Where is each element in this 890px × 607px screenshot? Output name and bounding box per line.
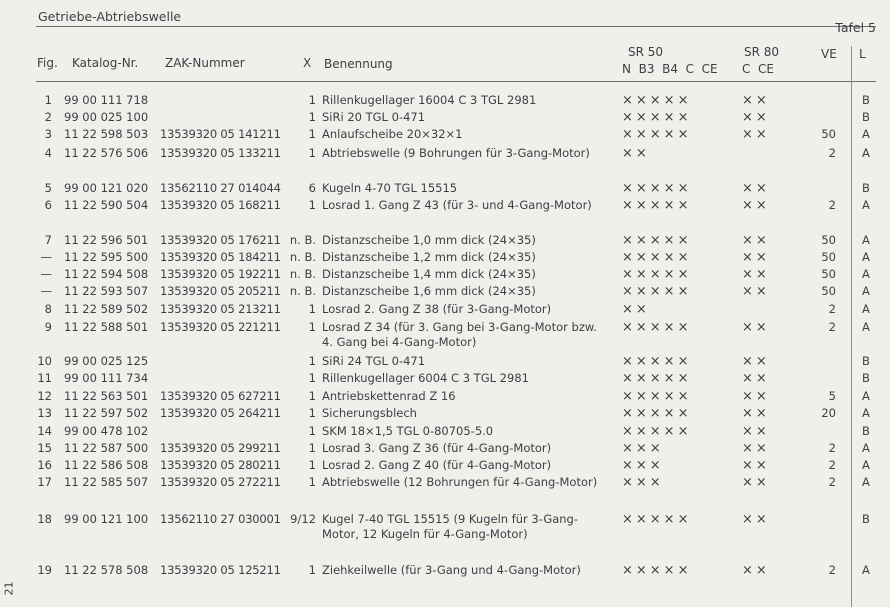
header-sr80: SR 80 [744, 45, 780, 59]
row-l: B [862, 371, 870, 385]
row-zak-nummer: 13539320 05 133211 [160, 146, 281, 160]
row-benennung: Ziehkeilwelle (für 3-Gang und 4-Gang-Motor) [322, 563, 581, 577]
row-fig: 19 [37, 563, 52, 577]
row-fig: 16 [37, 458, 52, 472]
row-sr50-marks: ×× [622, 302, 650, 317]
row-sr50-marks: ××××× [622, 563, 692, 578]
header-ve: VE [821, 47, 837, 61]
row-ve: 50 [821, 127, 836, 141]
row-quantity: n. B. [289, 233, 316, 247]
row-benennung: Anlaufscheibe 20×32×1 [322, 127, 463, 141]
row-ve: 20 [821, 406, 836, 420]
row-fig: 11 [37, 371, 52, 385]
row-ve: 50 [821, 250, 836, 264]
row-zak-nummer: 13539320 05 627211 [160, 389, 281, 403]
row-quantity: 1 [308, 424, 316, 438]
row-zak-nummer: 13539320 05 168211 [160, 198, 281, 212]
row-sr50-marks: ××××× [622, 354, 692, 369]
plate-label: Tafel 5 [835, 20, 876, 35]
row-sr80-marks: ×× [742, 284, 770, 299]
row-benennung: SiRi 24 TGL 0-471 [322, 354, 426, 368]
row-ve: 2 [828, 302, 836, 316]
row-sr80-marks: ×× [742, 475, 770, 490]
row-ve: 50 [821, 267, 836, 281]
row-zak-nummer: 13539320 05 299211 [160, 441, 281, 455]
row-zak-nummer: 13562110 27 014044 [160, 181, 281, 195]
row-fig: — [40, 267, 52, 281]
row-quantity: 1 [308, 93, 316, 107]
row-l: A [862, 267, 870, 281]
row-l: A [862, 198, 870, 212]
row-katalog-nr: 99 00 111 734 [64, 371, 149, 385]
row-fig: 8 [44, 302, 52, 316]
row-katalog-nr: 11 22 587 500 [64, 441, 149, 455]
row-sr50-marks: ××××× [622, 389, 692, 404]
row-benennung: Distanzscheibe 1,6 mm dick (24×35) [322, 284, 536, 298]
row-sr50-marks: ××× [622, 458, 664, 473]
row-benennung: Losrad 2. Gang Z 38 (für 3-Gang-Motor) [322, 302, 552, 316]
row-fig: 2 [44, 110, 52, 124]
row-ve: 2 [828, 146, 836, 160]
page-number: 21 [2, 581, 16, 596]
row-zak-nummer: 13539320 05 125211 [160, 563, 281, 577]
row-quantity: 1 [308, 198, 316, 212]
row-ve: 2 [828, 563, 836, 577]
row-ve: 2 [828, 198, 836, 212]
row-benennung: Losrad 2. Gang Z 40 (für 4-Gang-Motor) [322, 458, 552, 472]
row-fig: — [40, 250, 52, 264]
row-l: B [862, 181, 870, 195]
row-katalog-nr: 11 22 594 508 [64, 267, 149, 281]
row-benennung: Sicherungsblech [322, 406, 417, 420]
row-sr80-marks: ×× [742, 233, 770, 248]
row-ve: 5 [828, 389, 836, 403]
row-l: A [862, 441, 870, 455]
row-quantity: 1 [308, 563, 316, 577]
row-l: A [862, 302, 870, 316]
row-ve: 2 [828, 441, 836, 455]
row-katalog-nr: 11 22 585 507 [64, 475, 149, 489]
row-sr50-marks: ××××× [622, 127, 692, 142]
row-l: A [862, 563, 870, 577]
row-zak-nummer: 13539320 05 213211 [160, 302, 281, 316]
row-sr80-marks: ×× [742, 563, 770, 578]
row-l: A [862, 320, 870, 334]
row-quantity: 1 [308, 371, 316, 385]
row-benennung: SKM 18×1,5 TGL 0-80705-5.0 [322, 424, 494, 438]
row-sr80-marks: ×× [742, 181, 770, 196]
row-katalog-nr: 99 00 121 100 [64, 512, 149, 526]
row-benennung: Kugel 7-40 TGL 15515 (9 Kugeln für 3-Gang-Motor, 12 Kugeln für 4-Gang-Motor) [322, 512, 579, 541]
header-sr50-variants: N B3 B4 C CE [622, 62, 718, 76]
row-l: B [862, 93, 870, 107]
row-sr50-marks: ××××× [622, 250, 692, 265]
row-l: A [862, 127, 870, 141]
row-fig: 10 [37, 354, 52, 368]
row-katalog-nr: 11 22 590 504 [64, 198, 149, 212]
row-sr80-marks: ×× [742, 441, 770, 456]
row-sr50-marks: ××××× [622, 198, 692, 213]
row-sr50-marks: ××××× [622, 181, 692, 196]
row-zak-nummer: 13539320 05 141211 [160, 127, 281, 141]
row-l: B [862, 110, 870, 124]
header-sr50: SR 50 [628, 45, 664, 59]
row-quantity: 6 [308, 181, 316, 195]
header-sr80-variants: C CE [742, 62, 774, 76]
row-benennung: Losrad 1. Gang Z 43 (für 3- und 4-Gang-Motor) [322, 198, 592, 212]
row-benennung: Distanzscheibe 1,4 mm dick (24×35) [322, 267, 536, 281]
row-benennung: Abtriebswelle (9 Bohrungen für 3-Gang-Motor) [322, 146, 590, 160]
row-l: B [862, 512, 870, 526]
row-sr80-marks: ×× [742, 389, 770, 404]
row-l: A [862, 250, 870, 264]
row-katalog-nr: 11 22 578 508 [64, 563, 149, 577]
row-zak-nummer: 13539320 05 184211 [160, 250, 281, 264]
row-quantity: 1 [308, 146, 316, 160]
row-sr80-marks: ×× [742, 320, 770, 335]
row-fig: 17 [37, 475, 52, 489]
header-zak: ZAK-Nummer [165, 56, 245, 70]
row-katalog-nr: 11 22 598 503 [64, 127, 149, 141]
row-fig: 6 [44, 198, 52, 212]
row-benennung: Distanzscheibe 1,0 mm dick (24×35) [322, 233, 536, 247]
row-katalog-nr: 11 22 563 501 [64, 389, 149, 403]
row-quantity: n. B. [289, 267, 316, 281]
row-zak-nummer: 13539320 05 205211 [160, 284, 281, 298]
row-quantity: n. B. [289, 284, 316, 298]
row-sr80-marks: ×× [742, 250, 770, 265]
row-l: A [862, 284, 870, 298]
row-sr50-marks: ××× [622, 475, 664, 490]
row-katalog-nr: 99 00 121 020 [64, 181, 149, 195]
row-sr50-marks: ××××× [622, 512, 692, 527]
row-quantity: 1 [308, 127, 316, 141]
row-fig: 7 [44, 233, 52, 247]
row-quantity: 9/12 [290, 512, 316, 526]
row-l: B [862, 354, 870, 368]
header-x: X [303, 56, 312, 70]
row-fig: 18 [37, 512, 52, 526]
header-benennung: Benennung [324, 57, 393, 71]
row-katalog-nr: 11 22 597 502 [64, 406, 149, 420]
row-benennung: Kugeln 4-70 TGL 15515 [322, 181, 458, 195]
row-sr50-marks: ××××× [622, 406, 692, 421]
row-l: A [862, 146, 870, 160]
row-fig: — [40, 284, 52, 298]
row-quantity: 1 [308, 458, 316, 472]
row-sr80-marks: ×× [742, 127, 770, 142]
row-sr50-marks: ××××× [622, 110, 692, 125]
row-katalog-nr: 11 22 586 508 [64, 458, 149, 472]
row-sr80-marks: ×× [742, 93, 770, 108]
row-benennung: Losrad 3. Gang Z 36 (für 4-Gang-Motor) [322, 441, 552, 455]
row-fig: 5 [44, 181, 52, 195]
row-sr50-marks: ××××× [622, 424, 692, 439]
row-quantity: 1 [308, 441, 316, 455]
row-katalog-nr: 11 22 576 506 [64, 146, 149, 160]
row-quantity: 1 [308, 110, 316, 124]
row-zak-nummer: 13539320 05 264211 [160, 406, 281, 420]
row-katalog-nr: 99 00 111 718 [64, 93, 149, 107]
row-sr50-marks: ××× [622, 441, 664, 456]
row-ve: 2 [828, 475, 836, 489]
row-fig: 4 [44, 146, 52, 160]
row-sr80-marks: ×× [742, 110, 770, 125]
row-quantity: 1 [308, 354, 316, 368]
row-sr80-marks: ×× [742, 406, 770, 421]
row-katalog-nr: 11 22 589 502 [64, 302, 149, 316]
row-zak-nummer: 13539320 05 272211 [160, 475, 281, 489]
row-ve: 2 [828, 458, 836, 472]
row-katalog-nr: 11 22 595 500 [64, 250, 149, 264]
header-katalog: Katalog-Nr. [72, 56, 139, 70]
row-zak-nummer: 13539320 05 280211 [160, 458, 281, 472]
row-sr80-marks: ×× [742, 267, 770, 282]
row-ve: 50 [821, 233, 836, 247]
row-l: A [862, 389, 870, 403]
row-l: A [862, 406, 870, 420]
row-ve: 2 [828, 320, 836, 334]
row-benennung: Rillenkugellager 16004 C 3 TGL 2981 [322, 93, 537, 107]
row-l: A [862, 475, 870, 489]
row-fig: 3 [44, 127, 52, 141]
row-sr50-marks: ××××× [622, 371, 692, 386]
row-fig: 15 [37, 441, 52, 455]
row-fig: 13 [37, 406, 52, 420]
row-benennung: Losrad Z 34 (für 3. Gang bei 3-Gang-Motor bzw. 4. Gang bei 4-Gang-Motor) [322, 320, 597, 349]
row-katalog-nr: 99 00 025 100 [64, 110, 149, 124]
page-title: Getriebe-Abtriebswelle [38, 9, 182, 24]
row-benennung: Rillenkugellager 6004 C 3 TGL 2981 [322, 371, 529, 385]
row-katalog-nr: 11 22 596 501 [64, 233, 149, 247]
row-sr80-marks: ×× [742, 354, 770, 369]
header-fig: Fig. [37, 56, 58, 70]
row-katalog-nr: 99 00 025 125 [64, 354, 149, 368]
row-quantity: 1 [308, 302, 316, 316]
header-l: L [859, 47, 866, 61]
row-sr50-marks: ××××× [622, 320, 692, 335]
row-zak-nummer: 13539320 05 192211 [160, 267, 281, 281]
row-sr80-marks: ×× [742, 371, 770, 386]
row-katalog-nr: 99 00 478 102 [64, 424, 149, 438]
row-sr80-marks: ×× [742, 424, 770, 439]
row-sr80-marks: ×× [742, 198, 770, 213]
row-fig: 14 [37, 424, 52, 438]
row-quantity: 1 [308, 389, 316, 403]
row-l: A [862, 233, 870, 247]
row-zak-nummer: 13562110 27 030001 [160, 512, 281, 526]
row-sr80-marks: ×× [742, 512, 770, 527]
row-fig: 12 [37, 389, 52, 403]
row-sr50-marks: ×× [622, 146, 650, 161]
row-benennung: Antriebskettenrad Z 16 [322, 389, 456, 403]
row-fig: 1 [44, 93, 52, 107]
row-sr50-marks: ××××× [622, 93, 692, 108]
row-quantity: 1 [308, 475, 316, 489]
row-katalog-nr: 11 22 593 507 [64, 284, 149, 298]
row-katalog-nr: 11 22 588 501 [64, 320, 149, 334]
row-quantity: 1 [308, 406, 316, 420]
row-sr50-marks: ××××× [622, 267, 692, 282]
row-quantity: n. B. [289, 250, 316, 264]
row-zak-nummer: 13539320 05 221211 [160, 320, 281, 334]
row-benennung: SiRi 20 TGL 0-471 [322, 110, 426, 124]
row-benennung: Abtriebswelle (12 Bohrungen für 4-Gang-Motor) [322, 475, 598, 489]
row-sr50-marks: ××××× [622, 233, 692, 248]
row-l: B [862, 424, 870, 438]
row-sr80-marks: ×× [742, 458, 770, 473]
row-benennung: Distanzscheibe 1,2 mm dick (24×35) [322, 250, 536, 264]
row-l: A [862, 458, 870, 472]
row-zak-nummer: 13539320 05 176211 [160, 233, 281, 247]
row-sr50-marks: ××××× [622, 284, 692, 299]
row-fig: 9 [44, 320, 52, 334]
row-quantity: 1 [308, 320, 316, 334]
row-ve: 50 [821, 284, 836, 298]
